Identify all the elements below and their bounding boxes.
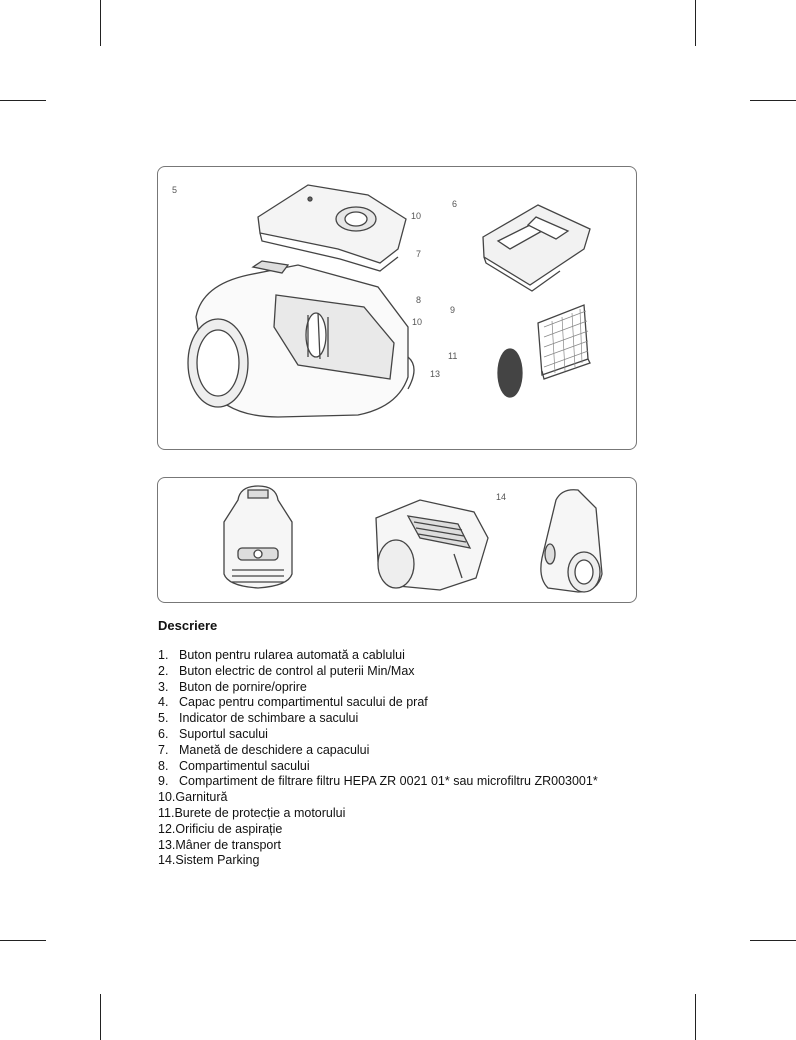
list-item bbox=[158, 695, 598, 711]
item-number: 6. bbox=[158, 726, 169, 741]
crop-mark bbox=[750, 940, 796, 941]
crop-mark bbox=[100, 994, 101, 1040]
item-number: 13. bbox=[158, 837, 176, 852]
callout-label: 10 bbox=[412, 317, 423, 327]
item-text: Orificiu de aspirație bbox=[175, 821, 283, 836]
item-text: Buton pentru rularea automată a cablului bbox=[179, 648, 405, 662]
list-item bbox=[158, 790, 598, 806]
item-number: 1. bbox=[158, 648, 169, 662]
callout-label: 9 bbox=[450, 305, 456, 315]
item-text: Compartimentul sacului bbox=[179, 758, 310, 773]
list-item bbox=[158, 743, 598, 759]
list-item bbox=[158, 648, 598, 664]
callout-label: 10 bbox=[411, 211, 422, 221]
item-text: Burete de protecție a motorului bbox=[174, 805, 346, 820]
vacuum-exploded-drawing bbox=[158, 167, 636, 449]
item-number: 3. bbox=[158, 679, 169, 694]
item-text: Buton de pornire/oprire bbox=[179, 679, 307, 694]
list-item bbox=[158, 806, 598, 822]
list-item bbox=[158, 774, 598, 790]
crop-mark bbox=[750, 100, 796, 101]
item-number: 14. bbox=[158, 853, 176, 868]
list-item bbox=[158, 759, 598, 775]
section-title: Descriere bbox=[158, 618, 218, 633]
exploded-view-illustration bbox=[157, 166, 637, 450]
crop-mark bbox=[100, 0, 101, 46]
list-item bbox=[158, 838, 598, 854]
item-number: 10. bbox=[158, 790, 176, 805]
item-text: Sistem Parking bbox=[175, 853, 260, 868]
callout-label: 8 bbox=[416, 295, 422, 305]
crop-mark bbox=[695, 0, 696, 46]
item-text: Buton electric de control al puterii Min/Max bbox=[179, 663, 415, 678]
callout-label: 7 bbox=[416, 249, 422, 259]
callout-label: 5 bbox=[172, 185, 178, 195]
item-number: 7. bbox=[158, 742, 169, 757]
callout-label: 13 bbox=[430, 369, 441, 379]
callout-label: 11 bbox=[448, 351, 458, 361]
description-list bbox=[158, 648, 598, 869]
list-item bbox=[158, 664, 598, 680]
item-text: Suportul sacului bbox=[179, 726, 268, 741]
crop-mark bbox=[0, 940, 46, 941]
callout-label: 14 bbox=[496, 492, 507, 502]
list-item bbox=[158, 853, 598, 869]
item-number: 2. bbox=[158, 663, 169, 678]
item-number: 4. bbox=[158, 695, 169, 710]
item-text: Garnitură bbox=[175, 790, 228, 805]
item-number: 11. bbox=[158, 805, 175, 820]
item-number: 5. bbox=[158, 711, 169, 726]
item-text: Compartiment de filtrare filtru HEPA ZR 0021 01* sau microfiltru ZR003001* bbox=[179, 774, 598, 789]
vacuum-views-drawing bbox=[158, 478, 636, 602]
list-item bbox=[158, 680, 598, 696]
item-number: 9. bbox=[158, 774, 169, 789]
item-text: Manetă de deschidere a capacului bbox=[179, 742, 370, 757]
item-text: Capac pentru compartimentul sacului de praf bbox=[179, 695, 428, 710]
callout-label: 6 bbox=[452, 199, 458, 209]
crop-mark bbox=[0, 100, 46, 101]
assembled-views-illustration bbox=[157, 477, 637, 603]
crop-mark bbox=[695, 994, 696, 1040]
list-item bbox=[158, 727, 598, 743]
item-number: 12. bbox=[158, 821, 176, 836]
item-text: Mâner de transport bbox=[175, 837, 281, 852]
list-item bbox=[158, 711, 598, 727]
item-text: Indicator de schimbare a sacului bbox=[179, 711, 359, 726]
item-number: 8. bbox=[158, 758, 169, 773]
list-item bbox=[158, 822, 598, 838]
